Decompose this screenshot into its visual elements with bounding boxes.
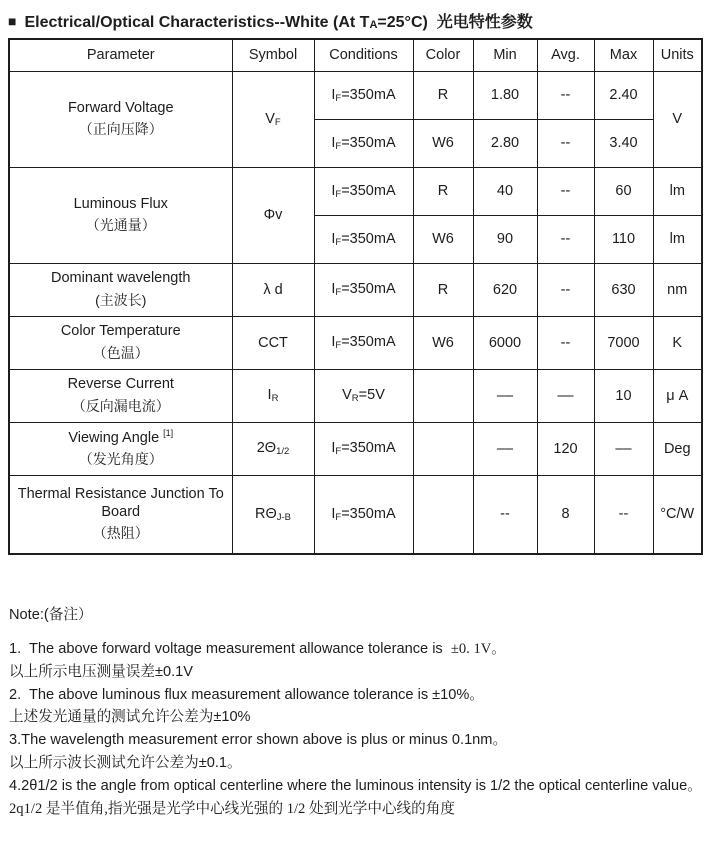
- param-cn: （色温）: [92, 344, 149, 361]
- cond-cell: $V_R=5V$: [314, 369, 413, 422]
- param-en: Reverse Current: [67, 376, 174, 393]
- param-cn: （正向压降）: [78, 121, 163, 138]
- param-en: Color Temperature: [60, 323, 181, 340]
- symbol-rtheta-jb: $R\Theta_{J-B}$: [232, 475, 314, 554]
- color-cell: W6: [413, 316, 473, 369]
- units-cell: K: [653, 316, 702, 369]
- cond-cell: $I_F=350mA$: [314, 316, 413, 369]
- note-item-1-cn: 以上所示电压测量误差±0.1V: [9, 663, 193, 680]
- avg-cell: --: [537, 119, 594, 167]
- section-bullet-icon: ■: [8, 12, 17, 29]
- row-forward-voltage-r: [9, 71, 702, 119]
- row-color-temperature: [9, 316, 702, 369]
- note-item-4-cn: 2q1/2 是半值角,指光强是光学中心线光强的 1/2 处到光学中心线的角度: [9, 800, 455, 817]
- color-cell: R: [413, 263, 473, 316]
- max-cell: ––: [594, 422, 653, 475]
- color-cell: W6: [413, 215, 473, 263]
- param-dominant-wavelength: [9, 263, 232, 316]
- symbol-vf: $V_F$: [232, 71, 314, 167]
- max-cell: 3.40: [594, 119, 653, 167]
- min-cell: 1.80: [473, 71, 537, 119]
- avg-cell: --: [537, 316, 594, 369]
- color-cell: W6: [413, 119, 473, 167]
- col-header-parameter: Parameter: [9, 39, 232, 71]
- param-color-temperature: [9, 316, 232, 369]
- cond-cell: $I_F=350mA$: [314, 422, 413, 475]
- note-item-1: 1. The above forward voltage measurement allowance tolerance is ±0. 1V。: [9, 641, 506, 657]
- note-item-2-cn: 上述发光通量的测试允许公差为±10%: [9, 709, 251, 726]
- cond-cell: $I_F=350mA$: [314, 263, 413, 316]
- col-header-units: Units: [653, 39, 702, 71]
- symbol-2theta: $2\Theta_{1/2}$: [232, 422, 314, 475]
- symbol-ir: $I_R$: [232, 369, 314, 422]
- col-header-max: Max: [594, 39, 653, 71]
- units-cell: lm: [653, 167, 702, 215]
- row-thermal-resistance: [9, 475, 702, 554]
- param-luminous-flux: [9, 167, 232, 263]
- max-cell: --: [594, 475, 653, 554]
- avg-cell: --: [537, 263, 594, 316]
- avg-cell: 120: [537, 422, 594, 475]
- col-header-avg: Avg.: [537, 39, 594, 71]
- max-cell: 2.40: [594, 71, 653, 119]
- min-cell: 620: [473, 263, 537, 316]
- units-cell: V: [653, 71, 702, 167]
- cond-cell: $I_F=350mA$: [314, 215, 413, 263]
- row-reverse-current: [9, 369, 702, 422]
- col-header-min: Min: [473, 39, 537, 71]
- avg-cell: 8: [537, 475, 594, 554]
- param-reverse-current: [9, 369, 232, 422]
- units-cell: °C/W: [653, 475, 702, 554]
- param-en: Forward Voltage: [67, 99, 174, 116]
- avg-cell: --: [537, 215, 594, 263]
- col-header-symbol: Symbol: [232, 39, 314, 71]
- min-cell: 40: [473, 167, 537, 215]
- param-cn: （发光角度）: [78, 451, 163, 468]
- color-cell: [413, 422, 473, 475]
- col-header-color: Color: [413, 39, 473, 71]
- max-cell: 60: [594, 167, 653, 215]
- param-cn: （光通量）: [85, 217, 156, 234]
- min-cell: 2.80: [473, 119, 537, 167]
- avg-cell: ––: [537, 369, 594, 422]
- avg-cell: --: [537, 167, 594, 215]
- min-cell: 90: [473, 215, 537, 263]
- color-cell: [413, 369, 473, 422]
- note-item-4: 4.2θ1/2 is the angle from optical centerline where the luminous intensity is 1/2 the optical centerline value。: [9, 777, 702, 794]
- param-en: Luminous Flux: [73, 195, 168, 212]
- note-item-2: 2. The above luminous flux measurement allowance tolerance is ±10%。: [9, 686, 484, 703]
- units-cell: Deg: [653, 422, 702, 475]
- param-thermal-resistance: [9, 475, 232, 554]
- notes-heading: Note:(备注）: [9, 607, 93, 623]
- color-cell: R: [413, 71, 473, 119]
- param-en: Viewing Angle [1]: [68, 427, 174, 446]
- cond-cell: $I_F=350mA$: [314, 475, 413, 554]
- param-en: Thermal Resistance Junction To Board: [17, 486, 224, 521]
- section-title: [8, 9, 533, 32]
- cond-cell: $I_F=350mA$: [314, 119, 413, 167]
- units-cell: μ A: [653, 369, 702, 422]
- color-cell: R: [413, 167, 473, 215]
- row-luminous-flux-r: [9, 167, 702, 215]
- header-row: [9, 39, 702, 71]
- min-cell: --: [473, 475, 537, 554]
- units-cell: nm: [653, 263, 702, 316]
- param-forward-voltage: [9, 71, 232, 167]
- param-cn: (主波长): [95, 291, 147, 308]
- symbol-cct: CCT: [232, 316, 314, 369]
- max-cell: 7000: [594, 316, 653, 369]
- color-cell: [413, 475, 473, 554]
- max-cell: 110: [594, 215, 653, 263]
- param-en: Dominant wavelength: [51, 270, 191, 287]
- note-item-3: 3.The wavelength measurement error shown above is plus or minus 0.1nm。: [9, 732, 508, 749]
- param-viewing-angle: [9, 422, 232, 475]
- col-header-conditions: Conditions: [314, 39, 413, 71]
- units-cell: lm: [653, 215, 702, 263]
- min-cell: 6000: [473, 316, 537, 369]
- characteristics-table: [8, 38, 703, 555]
- cond-cell: $I_F=350mA$: [314, 71, 413, 119]
- cond-cell: $I_F=350mA$: [314, 167, 413, 215]
- notes-section: [9, 603, 707, 820]
- note-item-3-cn: 以上所示波长测试允许公差为±0.1。: [9, 754, 242, 771]
- symbol-phiv: Φv: [232, 167, 314, 263]
- min-cell: ––: [473, 369, 537, 422]
- symbol-lambda-d: λ d: [232, 263, 314, 316]
- avg-cell: --: [537, 71, 594, 119]
- param-cn: （反向漏电流）: [71, 397, 170, 414]
- min-cell: ––: [473, 422, 537, 475]
- max-cell: 10: [594, 369, 653, 422]
- section-title-text: Electrical/Optical Characteristics--White (At $T_A=25^\circ C$) 光电特性参数: [24, 14, 533, 31]
- row-viewing-angle: [9, 422, 702, 475]
- param-cn: （热阻）: [92, 525, 149, 542]
- row-dominant-wavelength: [9, 263, 702, 316]
- max-cell: 630: [594, 263, 653, 316]
